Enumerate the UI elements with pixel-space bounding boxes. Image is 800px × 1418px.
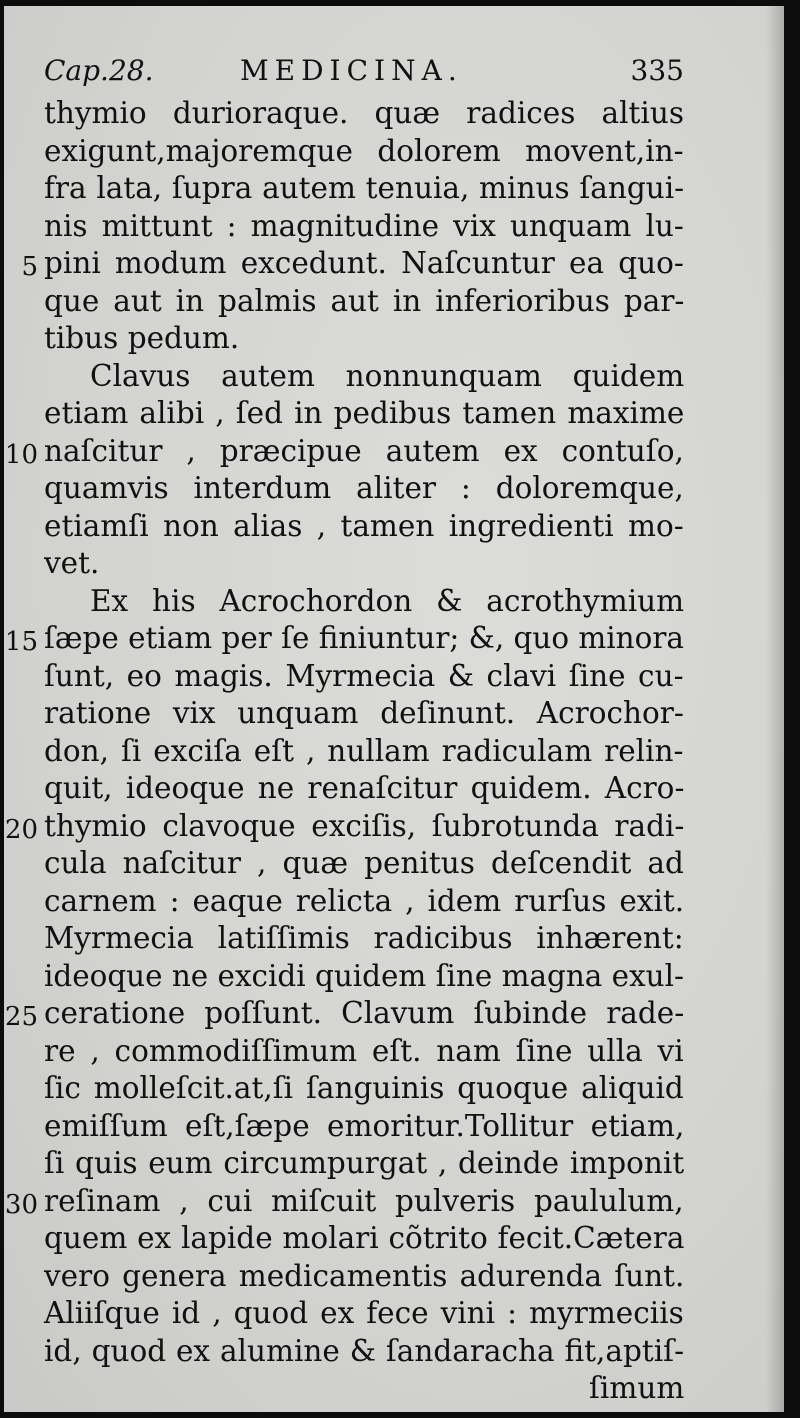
text-line: tibus pedum. [44,321,240,355]
text-line: quem ex lapide molari cõtrito fecit.Cætera [44,1221,685,1255]
text-line: ratione vix unquam deſinunt. Acrochor- [44,696,684,730]
text-line: ſunt, eo magis. Myrmecia & clavi ſine cu- [44,658,684,693]
text-line: re , commodiſſimum eſt. nam ſine ulla vi [44,1033,684,1068]
text-line: Myrmecia latiſſimis radicibus inhærent: [44,921,684,955]
text-line: emiſſum eſt,ſæpe emoritur.Tollitur etiam, [44,1108,685,1143]
text-line: naſcitur , præcipue autem ex contuſo, [44,433,684,468]
text-line: etiamſi non alias , tamen ingredienti mo- [44,508,684,543]
catchword: ſimum [589,1371,685,1405]
text-line: Ex his Acrochordon & acrothymium [90,583,685,618]
text-line: nis mittunt : magnitudine vix unquam lu- [44,208,684,243]
line-number: 5 [21,252,38,282]
text-line: que aut in palmis aut in inferioribus par- [44,283,685,318]
text-line: thymio durioraque. quæ radices altius [44,96,684,130]
running-title: MEDICINA. [240,54,463,87]
text-line: fra lata, ſupra autem tenuia, minus ſangui- [44,171,685,205]
text-line: cula naſcitur , quæ penitus deſcendit ad [44,846,684,880]
book-page [4,6,784,1412]
page-edge-shadow [766,6,784,1412]
text-line: exigunt,majoremque dolorem movent,in- [44,133,684,168]
text-line: ceratione poſſunt. Clavum ſubinde rade- [44,996,685,1030]
text-line: thymio clavoque exciſis, ſubrotunda radi- [44,808,685,843]
text-line: quit, ideoque ne renaſcitur quidem. Acro- [44,771,685,805]
text-line: ſic molleſcit.at,ſi ſanguinis quoque aliquid [44,1071,684,1105]
text-line: vet. [44,546,100,580]
text-line: etiam alibi , ſed in pedibus tamen maxime [44,396,685,430]
text-line: ſi quis eum circumpurgat , deinde imponit [44,1146,685,1180]
text-line: Aliiſque id , quod ex fece vini : myrmeciis [44,1296,684,1330]
text-line: ideoque ne excidi quidem ſine magna exul- [44,958,684,993]
line-number: 10 [4,439,38,470]
text-line: vero genera medicamentis adurenda ſunt. [44,1258,685,1293]
chapter-reference: Cap.28. [44,54,154,87]
line-number: 30 [4,1189,38,1220]
page-number: 335 [630,54,684,87]
text-line: ſæpe etiam per ſe finiuntur; &, quo minora [44,621,684,655]
text-line: carnem : eaque relicta , idem rurſus exit. [44,883,685,918]
line-number: 15 [4,627,38,657]
text-line: reſinam , cui miſcuit pulveris paululum, [44,1183,684,1218]
text-line: quamvis interdum aliter : doloremque, [44,471,684,505]
line-number: 25 [4,1002,38,1032]
text-line: Clavus autem nonnunquam quidem [90,358,685,393]
line-number: 20 [4,814,38,845]
text-line: id, quod ex alumine & ſandaracha fit,aptiſ- [44,1333,685,1368]
running-header [44,54,684,94]
text-line: don, ſi exciſa eſt , nullam radiculam relin- [44,733,684,768]
text-line: pini modum excedunt. Naſcuntur ea quo- [44,246,684,280]
